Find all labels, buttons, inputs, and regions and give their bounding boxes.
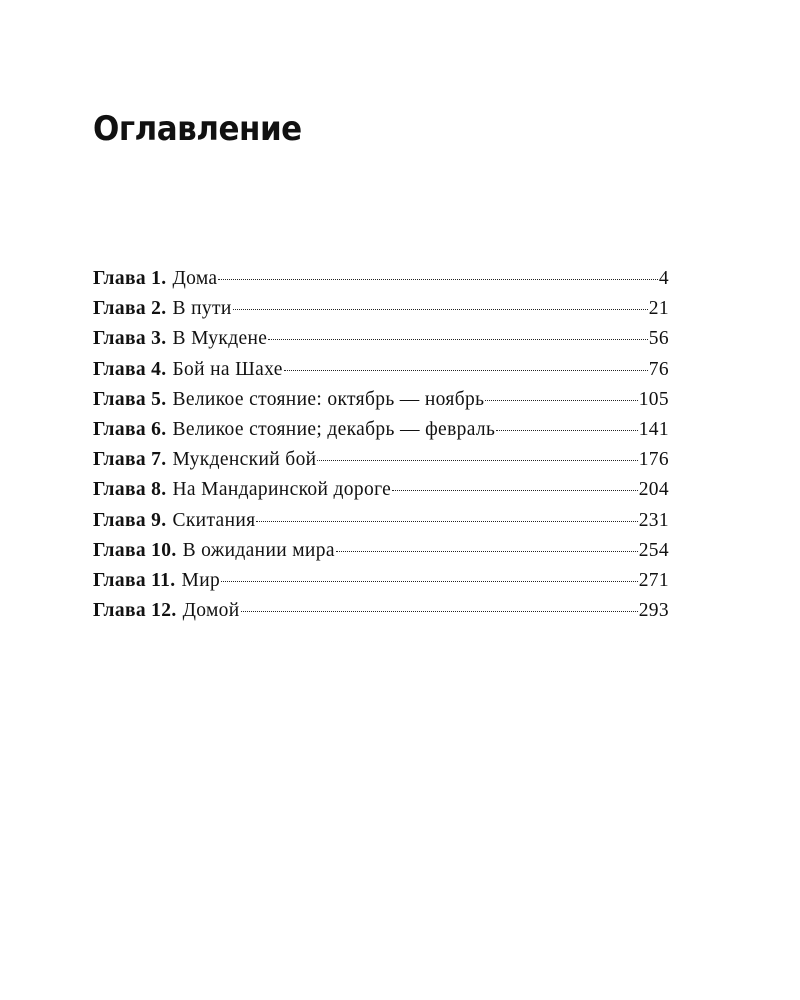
page-number: 141 (638, 418, 669, 440)
chapter-title: Великое стояние; декабрь — февраль (172, 418, 496, 440)
chapter-title: Домой (182, 600, 240, 622)
page-number: 76 (648, 358, 669, 380)
chapter-title: Мукденский бой (172, 449, 317, 471)
page-number: 271 (638, 569, 669, 591)
page-number: 105 (638, 388, 669, 410)
dot-leader (485, 400, 637, 401)
page-number: 231 (638, 509, 669, 531)
chapter-label: Глава 8. (93, 479, 167, 501)
chapter-title: В пути (172, 298, 232, 320)
toc-entry (93, 385, 669, 415)
chapter-label: Глава 6. (93, 418, 167, 440)
chapter-title: Скитания (172, 509, 256, 531)
toc-entry (93, 415, 669, 445)
toc-entry (93, 445, 669, 475)
chapter-label: Глава 4. (93, 358, 167, 380)
dot-leader (256, 521, 637, 522)
toc-entry (93, 536, 669, 566)
chapter-label: Глава 9. (93, 509, 167, 531)
toc-entry (93, 566, 669, 596)
toc-list (93, 264, 669, 626)
chapter-title: На Мандаринской дороге (172, 479, 392, 501)
toc-entry (93, 355, 669, 385)
dot-leader (241, 611, 638, 612)
toc-entry (93, 596, 669, 626)
toc-entry (93, 506, 669, 536)
chapter-title: Великое стояние: октябрь — ноябрь (172, 388, 485, 410)
dot-leader (218, 279, 657, 280)
chapter-label: Глава 11. (93, 569, 176, 591)
page-number: 4 (658, 268, 669, 289)
chapter-label: Глава 7. (93, 449, 167, 471)
chapter-label: Глава 1. (93, 268, 167, 289)
chapter-title: В ожидании мира (182, 539, 335, 561)
dot-leader (317, 460, 637, 461)
chapter-label: Глава 2. (93, 298, 167, 320)
page-number: 293 (638, 600, 669, 622)
page-number: 21 (648, 298, 669, 320)
dot-leader (284, 370, 648, 371)
chapter-title: Бой на Шахе (172, 358, 283, 380)
dot-leader (496, 430, 637, 431)
page-number: 204 (638, 479, 669, 501)
chapter-label: Глава 3. (93, 328, 167, 350)
chapter-label: Глава 12. (93, 600, 177, 622)
dot-leader (233, 309, 648, 310)
page-number: 176 (638, 449, 669, 471)
chapter-title: В Мукдене (172, 328, 268, 350)
toc-entry (93, 475, 669, 505)
page-number: 254 (638, 539, 669, 561)
toc-entry (93, 264, 669, 294)
dot-leader (268, 339, 648, 340)
chapter-label: Глава 5. (93, 388, 167, 410)
toc-entry (93, 324, 669, 354)
dot-leader (221, 581, 638, 582)
chapter-title: Мир (181, 569, 221, 591)
chapter-title: Дома (172, 268, 218, 289)
dot-leader (336, 551, 638, 552)
toc-entry (93, 294, 669, 324)
chapter-label: Глава 10. (93, 539, 177, 561)
dot-leader (392, 490, 637, 491)
page-number: 56 (648, 328, 669, 350)
toc-heading: Оглавление (93, 110, 302, 149)
